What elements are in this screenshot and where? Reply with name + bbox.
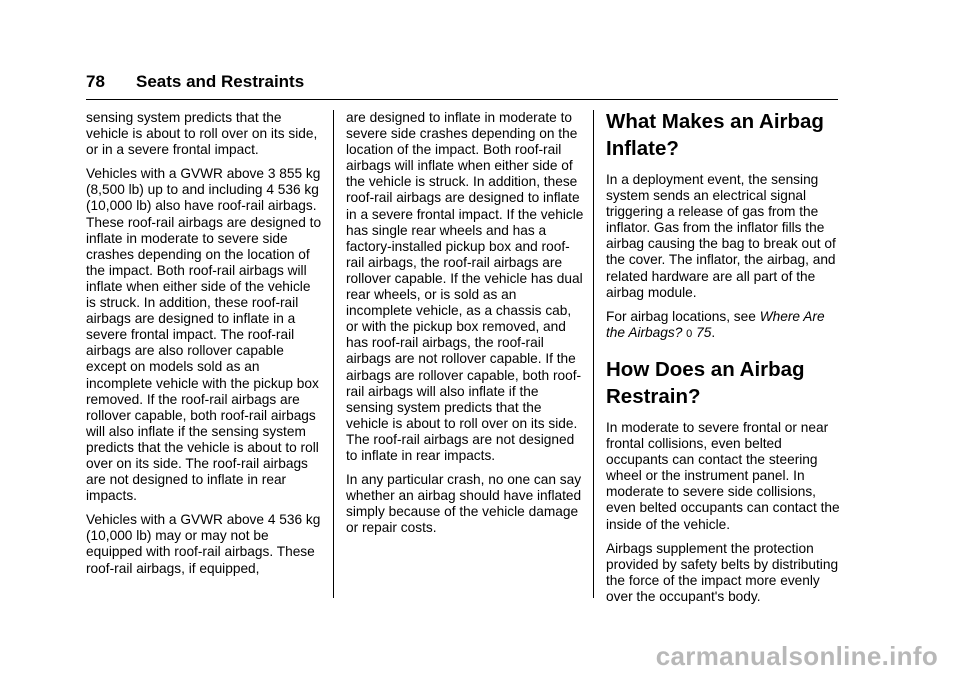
ref-suffix: .: [711, 324, 716, 340]
page-number: 78: [86, 72, 105, 91]
section-heading: What Makes an Airbag Inflate?: [606, 110, 824, 160]
ref-prefix: For airbag locations, see: [606, 308, 760, 324]
paragraph: sensing system predicts that the vehicle is about to roll over on its side, or in a severe frontal impact.: [86, 110, 318, 158]
section-title: Seats and Restraints: [136, 72, 305, 91]
paragraph: Airbags supplement the protection provided by safety belts by distributing the force of the impact more evenly over the occupant's body.: [606, 540, 839, 604]
watermark: carmanualsonline.info: [655, 641, 938, 671]
cross-reference-page[interactable]: 75: [696, 324, 712, 340]
column-2: [346, 110, 584, 544]
paragraph: are designed to inflate in moderate to severe side crashes depending on the location of the impact. Both roof-rail airbags will inflate when either side of the vehicle is struck. In addition, these roof-rail airbags are designed to inflate in a severe frontal impact. If the vehicle has single rear wheels and has a factory-installed pickup box and roof-rail airbags, the roof-rail airbags are rollover capable. If the vehicle has dual rear wheels, or is sold as an incomplete vehicle, as a chassis cab, or with the pickup box removed, and has roof-rail airbags, the roof-rail airbags are not rollover capable. If the airbags are rollover capable, both roof-rail airbags will also inflate if the sensing system predicts that the vehicle is about to roll over on its side. The roof-rail airbags are not designed to inflate in rear impacts.: [346, 110, 584, 463]
paragraph: [606, 309, 840, 342]
page-arrow-icon: 0: [686, 327, 693, 340]
paragraph: In any particular crash, no one can say whether an airbag should have inflated simply because of the vehicle damage or repair costs.: [346, 472, 582, 536]
cross-reference-link[interactable]: Where Are the Airbags?: [606, 308, 825, 340]
paragraph: Vehicles with a GVWR above 4 536 kg (10,000 lb) may or may not be equipped with roof-rail airbags. These roof-rail airbags, if equipped,: [86, 512, 321, 576]
column-divider: [333, 110, 334, 598]
column-3: [606, 110, 840, 613]
section-heading: How Does an Airbag Restrain?: [606, 357, 805, 408]
column-divider: [593, 110, 594, 598]
header-rule: [86, 99, 838, 100]
page-header: [86, 72, 838, 92]
paragraph: Vehicles with a GVWR above 3 855 kg (8,500 lb) up to and including 4 536 kg (10,000 lb) also have roof-rail airbags. These roof-rail airbags are designed to inflate in moderate to severe side crashes depending on the location of the impact. Both roof-rail airbags will inflate when either side of the vehicle is struck. In addition, these roof-rail airbags are designed to inflate in a severe frontal impact. The roof-rail airbags are also rollover capable except on models sold as an incomplete vehicle with the pickup box removed. If the roof-rail airbags are rollover capable, both roof-rail airbags will also inflate if the sensing system predicts that the vehicle is about to roll over on its side. The roof-rail airbags are not designed to inflate in rear impacts.: [86, 166, 322, 504]
paragraph: In moderate to severe frontal or near frontal collisions, even belted occupants can contact the steering wheel or the instrument panel. In moderate to severe side collisions, even belted occupants can contact the inside of the vehicle.: [606, 419, 840, 532]
paragraph: In a deployment event, the sensing system sends an electrical signal triggering a release of gas from the inflator. Gas from the inflator fills the airbag causing the bag to break out of the cover. The inflator, the airbag, and related hardware are all part of the airbag module.: [606, 172, 836, 300]
column-1: [86, 110, 324, 585]
